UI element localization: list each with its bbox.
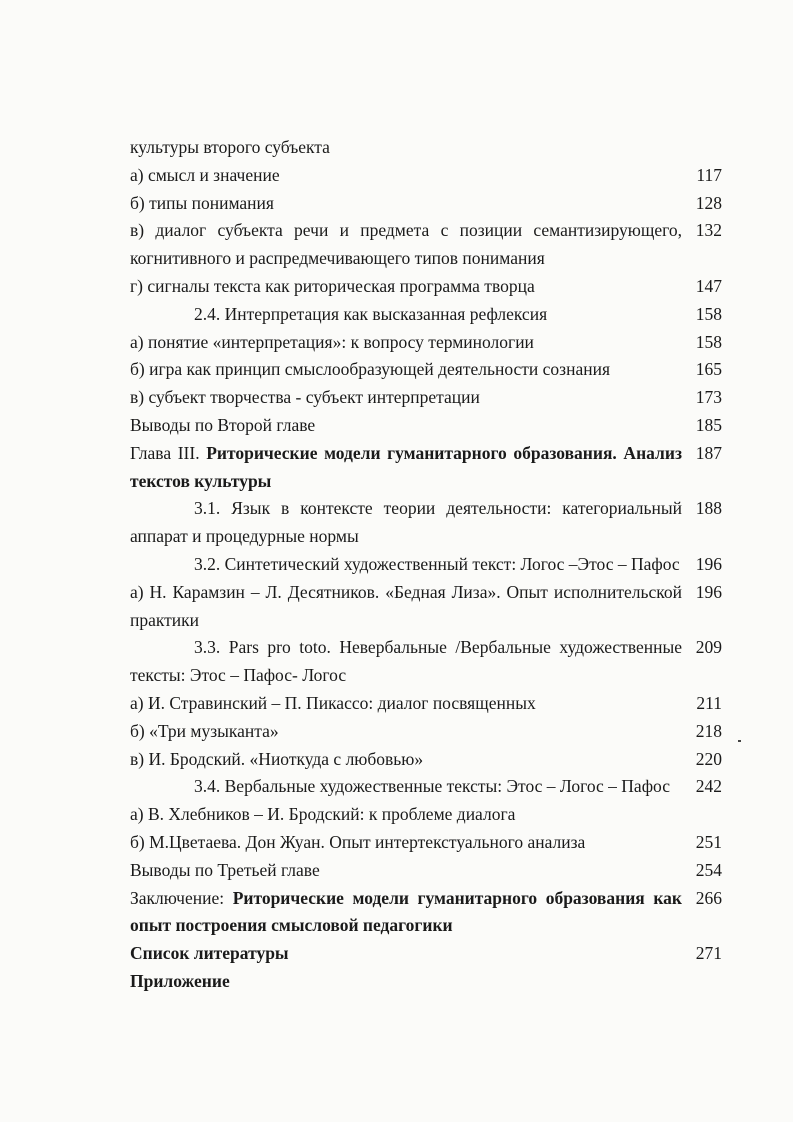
toc-entry-title: г) сигналы текста как риторическая программа творца bbox=[130, 275, 535, 296]
toc-entry-title: Приложение bbox=[130, 970, 230, 991]
toc-entry-title: в) субъект творчества - субъект интерпретации bbox=[130, 387, 480, 408]
toc-entry-conclusion bbox=[130, 885, 722, 941]
toc-entry-title bbox=[130, 885, 682, 941]
toc-entry-title: б) «Три музыканта» bbox=[130, 720, 279, 741]
toc-entry-title: культуры второго субъекта bbox=[130, 137, 330, 157]
toc-entry-title: а) В. Хлебников – И. Бродский: к проблеме диалога bbox=[130, 804, 516, 825]
toc-entry-title: 2.4. Интерпретация как высказанная рефлексия bbox=[194, 303, 548, 324]
conclusion-label: Заключение: bbox=[130, 887, 233, 908]
toc-entry bbox=[130, 773, 722, 801]
toc-entry-title: в) диалог субъекта речи и предмета с позиции семантизирующего, когнитивного и распредмечивающего типов понимания bbox=[130, 220, 682, 269]
toc-entry-page: 271 bbox=[695, 943, 722, 964]
toc-entry bbox=[130, 190, 722, 218]
toc-entry bbox=[130, 329, 722, 357]
toc-entry-title: а) Н. Карамзин – Л. Десятников. «Бедная Лиза». Опыт исполнительской практики bbox=[130, 581, 682, 630]
conclusion-title: Риторические модели гуманитарного образования как опыт построения смысловой педагогики bbox=[130, 887, 682, 936]
toc-entry-bibliography bbox=[130, 940, 722, 968]
chapter-title: Риторические модели гуманитарного образования. Анализ текстов культуры bbox=[130, 442, 682, 491]
toc-entry-title bbox=[130, 440, 682, 496]
toc-entry-page: 147 bbox=[695, 275, 722, 296]
toc-entry bbox=[130, 273, 722, 301]
toc-entry-title: в) И. Бродский. «Ниоткуда с любовью» bbox=[130, 748, 424, 769]
toc-entry-page: 220 bbox=[695, 748, 722, 769]
toc-entry-page: 196 bbox=[695, 581, 722, 602]
toc-entry-page: 132 bbox=[695, 220, 722, 241]
toc-entry-title: б) игра как принцип смыслообразующей деятельности сознания bbox=[130, 359, 611, 380]
toc-entry-page: 196 bbox=[695, 553, 722, 574]
toc-entry-page: 158 bbox=[695, 303, 722, 324]
toc-entry-title: б) М.Цветаева. Дон Жуан. Опыт интертекстуального анализа bbox=[130, 831, 586, 852]
toc-entry bbox=[130, 217, 722, 273]
scan-speck bbox=[738, 740, 741, 742]
toc-entry-page: 165 bbox=[695, 359, 722, 380]
toc-entry-title: а) смысл и значение bbox=[130, 164, 280, 185]
toc-entry-page: 188 bbox=[695, 498, 722, 519]
toc-entry-appendix bbox=[130, 968, 722, 996]
toc-entry-title: Выводы по Третьей главе bbox=[130, 859, 320, 880]
toc-entry-title: 3.4. Вербальные художественные тексты: Этос – Логос – Пафос bbox=[194, 776, 670, 797]
toc-entry-title: Список литературы bbox=[130, 943, 289, 964]
toc-entry-page: 266 bbox=[695, 887, 722, 908]
toc-entry-title: а) И. Стравинский – П. Пикассо: диалог посвященных bbox=[130, 692, 536, 713]
toc-entry bbox=[130, 356, 722, 384]
toc-entry bbox=[130, 718, 722, 746]
toc-entry bbox=[130, 551, 722, 579]
table-of-contents bbox=[130, 134, 722, 996]
toc-entry-page: 117 bbox=[696, 164, 722, 185]
toc-entry-page: 128 bbox=[695, 192, 722, 213]
toc-entry-title: б) типы понимания bbox=[130, 192, 274, 213]
toc-entry-page: 185 bbox=[695, 414, 722, 435]
toc-entry-page: 254 bbox=[695, 859, 722, 880]
toc-entry-chapter-3 bbox=[130, 440, 722, 496]
toc-entry bbox=[130, 579, 722, 635]
toc-entry-page: 209 bbox=[695, 637, 722, 658]
toc-entry bbox=[130, 301, 722, 329]
toc-entry-page: 173 bbox=[695, 387, 722, 408]
toc-entry bbox=[130, 634, 722, 690]
toc-entry-title: а) понятие «интерпретация»: к вопросу терминологии bbox=[130, 331, 534, 352]
toc-entry-page: 211 bbox=[696, 692, 722, 713]
toc-entry bbox=[130, 412, 722, 440]
toc-entry bbox=[130, 746, 722, 774]
toc-entry bbox=[130, 384, 722, 412]
toc-entry-page: 218 bbox=[695, 720, 722, 741]
toc-entry-page: 187 bbox=[695, 442, 722, 463]
toc-entry-title: 3.1. Язык в контексте теории деятельности: категориальный аппарат и процедурные нормы bbox=[130, 498, 682, 547]
toc-entry bbox=[130, 690, 722, 718]
toc-entry bbox=[130, 857, 722, 885]
toc-entry-title: 3.2. Синтетический художественный текст: Логос –Этос – Пафос bbox=[194, 553, 680, 574]
toc-entry-page: 158 bbox=[695, 331, 722, 352]
toc-entry bbox=[130, 134, 722, 162]
toc-entry-title: Выводы по Второй главе bbox=[130, 414, 316, 435]
toc-entry-page: 251 bbox=[695, 831, 722, 852]
toc-entry-title: 3.3. Pars pro toto. Невербальные /Вербальные художественные тексты: Этос – Пафос- Логос bbox=[130, 637, 682, 686]
toc-entry bbox=[130, 829, 722, 857]
chapter-label: Глава III. bbox=[130, 442, 207, 463]
toc-entry bbox=[130, 162, 722, 190]
toc-entry bbox=[130, 801, 722, 829]
toc-entry-page: 242 bbox=[695, 776, 722, 797]
toc-entry bbox=[130, 495, 722, 551]
